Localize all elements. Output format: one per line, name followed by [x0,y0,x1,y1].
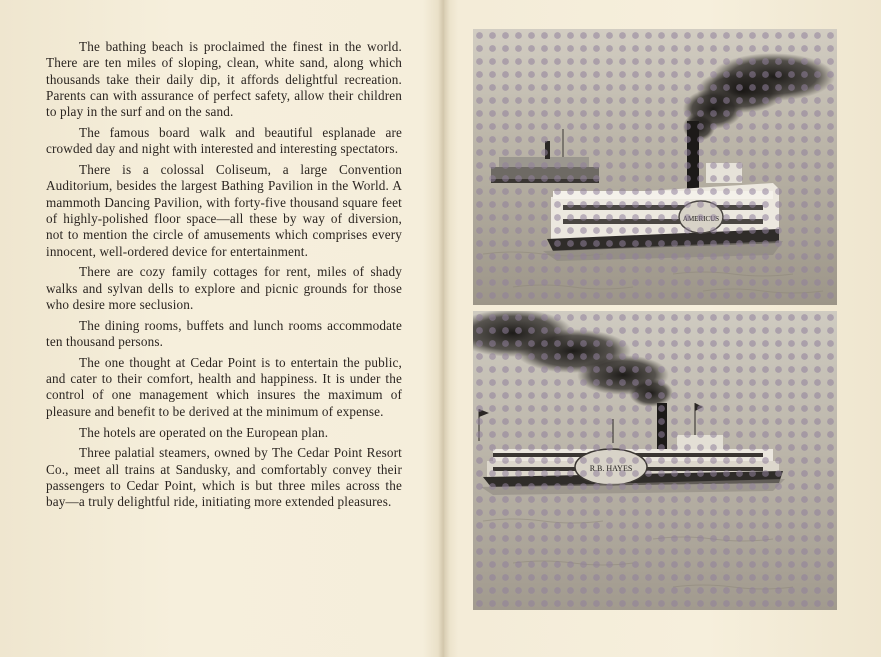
page-gutter [438,0,450,657]
halftone-overlay [473,311,837,610]
steamer-photo-top [473,29,837,305]
steamer-photo-bottom-image [473,311,837,610]
paragraph-steamers: Three palatial steamers, owned by The Cedar Point Resort Co., meet all trains at Sandusky, and comfortably convey their passengers to Cedar Point, which is but three miles across the bay—a truly delightful ride, initiating more extended pleasures. [46,445,402,510]
paragraph-dining: The dining rooms, buffets and lunch rooms accommodate ten thousand persons. [46,317,402,350]
paragraph-bathing-beach: The bathing beach is proclaimed the finest in the world. There are ten miles of sloping, clean, white sand, along which thousands take their daily dip, it affords delightful recreation. Parents can with assurance of perfect safety, allow their children to play in the surf and on the sand. [46,39,402,120]
paragraph-coliseum: There is a colossal Coliseum, a large Convention Auditorium, besides the largest Bathing Pavilion in the World. A mammoth Dancing Pavilion, with forty-five thousand square feet of highly-polished floor space—all these by way of diversion, not to mention the circle of amusements which comprises every innocent, well-ordered device for entertainment. [46,162,402,259]
paragraph-cottages: There are cozy family cottages for rent, miles of shady walks and sylvan dells to explore and picnic grounds for those who desire more seclusion. [46,264,402,312]
paragraph-hotels: The hotels are operated on the European plan. [79,424,329,440]
paragraph-one-thought: The one thought at Cedar Point is to entertain the public, and cater to their comfort, health and happiness. It is under the control of one management which insures the maximum of pleasure and benefit to be derived at the minimum of expense. [46,354,402,419]
left-page-text [46,39,402,515]
steamer-photo-bottom [473,311,837,610]
steamer-photo-top-image [473,29,837,305]
halftone-overlay [473,29,837,305]
paragraph-board-walk: The famous board walk and beautiful esplanade are crowded day and night with interested and interesting spectators. [46,124,402,157]
